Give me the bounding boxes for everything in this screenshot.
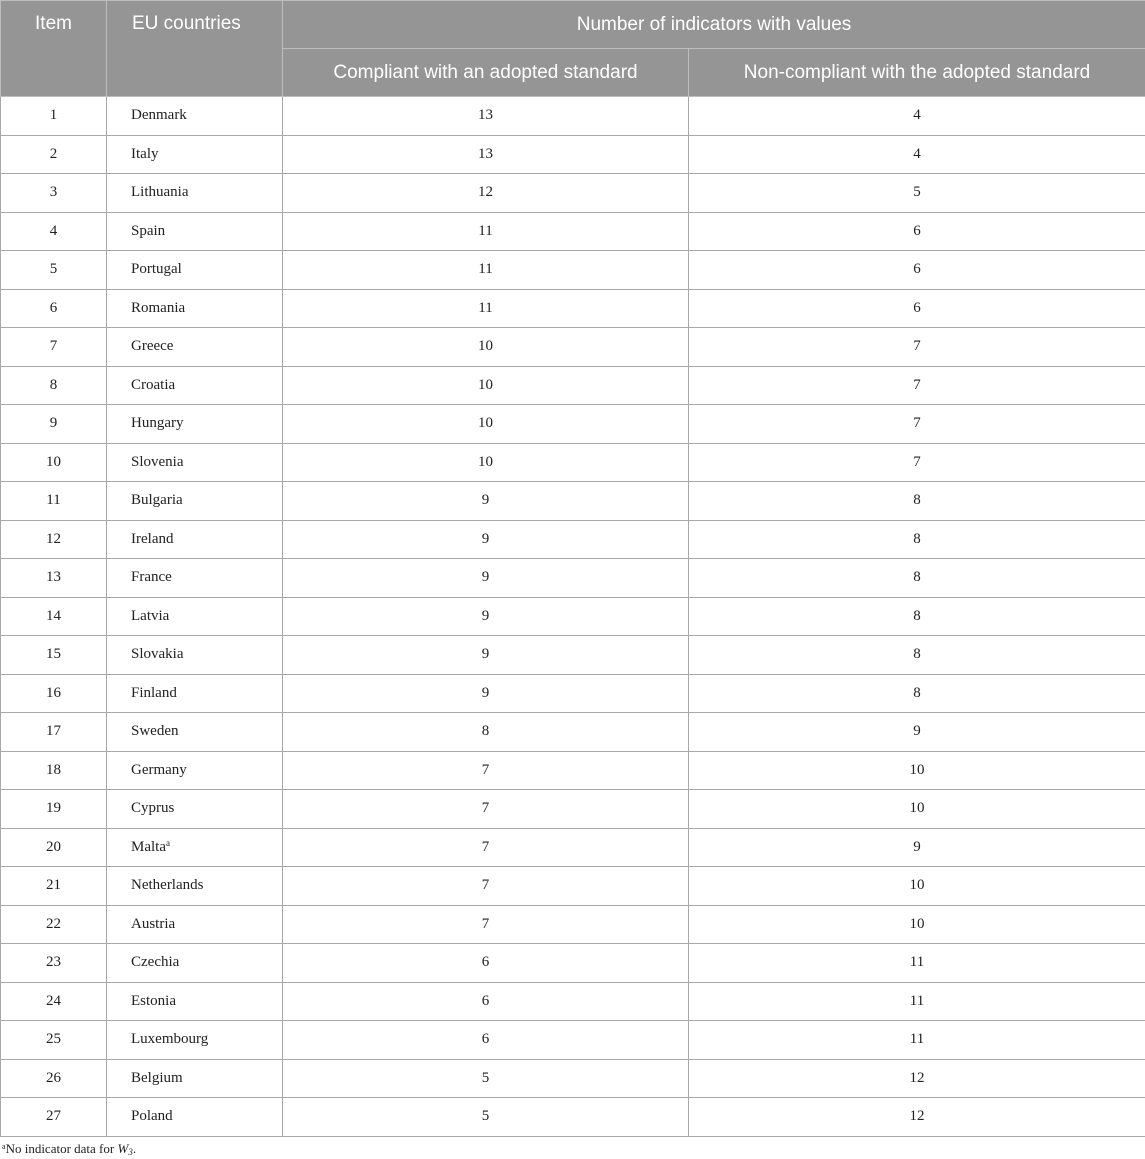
- cell-item: 8: [1, 366, 107, 405]
- table-footnote: $^a$No indicator data for $W_3$.: [2, 1141, 137, 1157]
- cell-compliant: 7: [283, 790, 689, 829]
- footnote-text: No indicator data for: [5, 1141, 118, 1156]
- cell-country: [107, 97, 283, 136]
- cell-item: 1: [1, 97, 107, 136]
- country-name: Greece: [131, 338, 174, 355]
- cell-item: 26: [1, 1059, 107, 1098]
- country-name: Belgium: [131, 1069, 183, 1086]
- cell-compliant: 13: [283, 97, 689, 136]
- country-name: Spain: [131, 222, 166, 239]
- cell-non-compliant: 11: [689, 982, 1145, 1021]
- cell-non-compliant: 10: [689, 751, 1145, 790]
- cell-non-compliant: 7: [689, 405, 1145, 444]
- table-row: [1, 828, 1145, 867]
- cell-item: 3: [1, 174, 107, 213]
- table-row: [1, 867, 1145, 906]
- cell-non-compliant: 4: [689, 97, 1145, 136]
- cell-country: [107, 982, 283, 1021]
- country-name: Sweden: [131, 723, 179, 740]
- country-name: Austria: [131, 915, 176, 932]
- cell-country: [107, 443, 283, 482]
- cell-compliant: 11: [283, 212, 689, 251]
- cell-compliant: 9: [283, 482, 689, 521]
- cell-non-compliant: 8: [689, 636, 1145, 675]
- cell-compliant: 7: [283, 828, 689, 867]
- table-row: [1, 174, 1145, 213]
- cell-compliant: 11: [283, 251, 689, 290]
- cell-item: 24: [1, 982, 107, 1021]
- cell-item: 21: [1, 867, 107, 906]
- table-row: [1, 251, 1145, 290]
- cell-item: 12: [1, 520, 107, 559]
- country-name: Slovenia: [131, 453, 184, 470]
- country-name: Luxembourg: [131, 1031, 209, 1048]
- table-row: [1, 559, 1145, 598]
- table-row: [1, 982, 1145, 1021]
- cell-item: 25: [1, 1021, 107, 1060]
- table-row: [1, 405, 1145, 444]
- cell-compliant: 13: [283, 135, 689, 174]
- cell-country: [107, 328, 283, 367]
- cell-compliant: 10: [283, 405, 689, 444]
- cell-country: [107, 174, 283, 213]
- cell-country: [107, 713, 283, 752]
- country-name: Denmark: [131, 107, 187, 124]
- cell-country: [107, 751, 283, 790]
- cell-compliant: 9: [283, 597, 689, 636]
- cell-item: 20: [1, 828, 107, 867]
- cell-compliant: 8: [283, 713, 689, 752]
- country-name: Lithuania: [131, 184, 189, 201]
- cell-compliant: 10: [283, 366, 689, 405]
- table-row: [1, 944, 1145, 983]
- country-name: Croatia: [131, 376, 176, 393]
- table-row: [1, 1098, 1145, 1137]
- cell-compliant: 6: [283, 1021, 689, 1060]
- table-row: [1, 135, 1145, 174]
- cell-compliant: 5: [283, 1059, 689, 1098]
- table-row: [1, 674, 1145, 713]
- cell-non-compliant: 11: [689, 944, 1145, 983]
- table-row: [1, 482, 1145, 521]
- header-item: Item: [1, 1, 107, 97]
- country-name: Portugal: [131, 261, 182, 278]
- country-name: Latvia: [131, 607, 170, 624]
- cell-item: 13: [1, 559, 107, 598]
- table-row: [1, 1059, 1145, 1098]
- cell-item: 22: [1, 905, 107, 944]
- country-name: Estonia: [131, 992, 176, 1009]
- table-row: [1, 751, 1145, 790]
- table-row: [1, 713, 1145, 752]
- cell-non-compliant: 12: [689, 1059, 1145, 1098]
- cell-country: [107, 674, 283, 713]
- footnote-mark: a: [166, 837, 170, 848]
- table-row: [1, 1021, 1145, 1060]
- country-name: Ireland: [131, 530, 174, 547]
- cell-non-compliant: 6: [689, 212, 1145, 251]
- cell-non-compliant: 9: [689, 713, 1145, 752]
- table-body: [1, 97, 1145, 1137]
- country-name: Malta: [131, 838, 166, 855]
- cell-non-compliant: 5: [689, 174, 1145, 213]
- cell-compliant: 7: [283, 867, 689, 906]
- cell-non-compliant: 8: [689, 520, 1145, 559]
- cell-item: 17: [1, 713, 107, 752]
- cell-item: 6: [1, 289, 107, 328]
- cell-country: [107, 251, 283, 290]
- cell-country: [107, 636, 283, 675]
- cell-compliant: 6: [283, 944, 689, 983]
- cell-country: [107, 1098, 283, 1137]
- cell-compliant: 11: [283, 289, 689, 328]
- cell-compliant: 9: [283, 636, 689, 675]
- table-header: [1, 1, 1145, 97]
- cell-item: 10: [1, 443, 107, 482]
- cell-country: [107, 790, 283, 829]
- cell-country: [107, 405, 283, 444]
- cell-non-compliant: 4: [689, 135, 1145, 174]
- country-name: Bulgaria: [131, 492, 183, 509]
- country-name: Italy: [131, 145, 159, 162]
- cell-item: 14: [1, 597, 107, 636]
- table-row: [1, 520, 1145, 559]
- cell-non-compliant: 7: [689, 443, 1145, 482]
- cell-country: [107, 135, 283, 174]
- cell-country: [107, 366, 283, 405]
- table-row: [1, 212, 1145, 251]
- cell-compliant: 6: [283, 982, 689, 1021]
- cell-non-compliant: 8: [689, 597, 1145, 636]
- cell-item: 18: [1, 751, 107, 790]
- cell-item: 11: [1, 482, 107, 521]
- cell-non-compliant: 9: [689, 828, 1145, 867]
- cell-country: [107, 1021, 283, 1060]
- cell-compliant: 10: [283, 443, 689, 482]
- country-name: Germany: [131, 761, 187, 778]
- table-row: [1, 289, 1145, 328]
- table-row: [1, 636, 1145, 675]
- cell-country: [107, 482, 283, 521]
- cell-country: [107, 559, 283, 598]
- cell-country: [107, 597, 283, 636]
- cell-non-compliant: 10: [689, 790, 1145, 829]
- cell-item: 7: [1, 328, 107, 367]
- country-name: Netherlands: [131, 877, 204, 894]
- country-name: France: [131, 569, 172, 586]
- header-compliant: Compliant with an adopted standard: [283, 49, 689, 97]
- cell-item: 5: [1, 251, 107, 290]
- cell-non-compliant: 12: [689, 1098, 1145, 1137]
- cell-item: 2: [1, 135, 107, 174]
- cell-non-compliant: 7: [689, 328, 1145, 367]
- cell-compliant: 9: [283, 674, 689, 713]
- cell-country: [107, 944, 283, 983]
- cell-item: 9: [1, 405, 107, 444]
- table-row: [1, 597, 1145, 636]
- cell-item: 19: [1, 790, 107, 829]
- cell-compliant: 5: [283, 1098, 689, 1137]
- table-row: [1, 790, 1145, 829]
- cell-non-compliant: 8: [689, 559, 1145, 598]
- table-row: [1, 905, 1145, 944]
- cell-country: [107, 520, 283, 559]
- cell-country: [107, 289, 283, 328]
- country-name: Czechia: [131, 954, 180, 971]
- table-row: [1, 366, 1145, 405]
- table-row: [1, 97, 1145, 136]
- cell-non-compliant: 10: [689, 905, 1145, 944]
- country-name: Finland: [131, 684, 177, 701]
- cell-compliant: 7: [283, 751, 689, 790]
- cell-non-compliant: 10: [689, 867, 1145, 906]
- cell-non-compliant: 11: [689, 1021, 1145, 1060]
- cell-item: 16: [1, 674, 107, 713]
- cell-item: 23: [1, 944, 107, 983]
- cell-non-compliant: 8: [689, 674, 1145, 713]
- cell-compliant: 9: [283, 559, 689, 598]
- footnote-variable: $W_3$: [117, 1141, 133, 1157]
- cell-item: 27: [1, 1098, 107, 1137]
- cell-non-compliant: 6: [689, 289, 1145, 328]
- header-number-of-indicators: Number of indicators with values: [283, 1, 1145, 49]
- cell-compliant: 10: [283, 328, 689, 367]
- cell-country: [107, 905, 283, 944]
- table-row: [1, 328, 1145, 367]
- cell-compliant: 7: [283, 905, 689, 944]
- cell-item: 15: [1, 636, 107, 675]
- cell-non-compliant: 8: [689, 482, 1145, 521]
- country-name: Cyprus: [131, 800, 175, 817]
- cell-country: [107, 1059, 283, 1098]
- country-name: Slovakia: [131, 646, 184, 663]
- cell-non-compliant: 7: [689, 366, 1145, 405]
- footnote-mark: a: [2, 1142, 6, 1151]
- country-name: Hungary: [131, 415, 184, 432]
- table-row: [1, 443, 1145, 482]
- cell-country: [107, 828, 283, 867]
- cell-non-compliant: 6: [689, 251, 1145, 290]
- cell-item: 4: [1, 212, 107, 251]
- cell-compliant: 12: [283, 174, 689, 213]
- country-name: Romania: [131, 299, 186, 316]
- country-name: Poland: [131, 1108, 173, 1125]
- cell-compliant: 9: [283, 520, 689, 559]
- header-eu-countries: EU countries: [107, 1, 283, 97]
- cell-country: [107, 867, 283, 906]
- cell-country: [107, 212, 283, 251]
- header-non-compliant: Non-compliant with the adopted standard: [689, 49, 1145, 97]
